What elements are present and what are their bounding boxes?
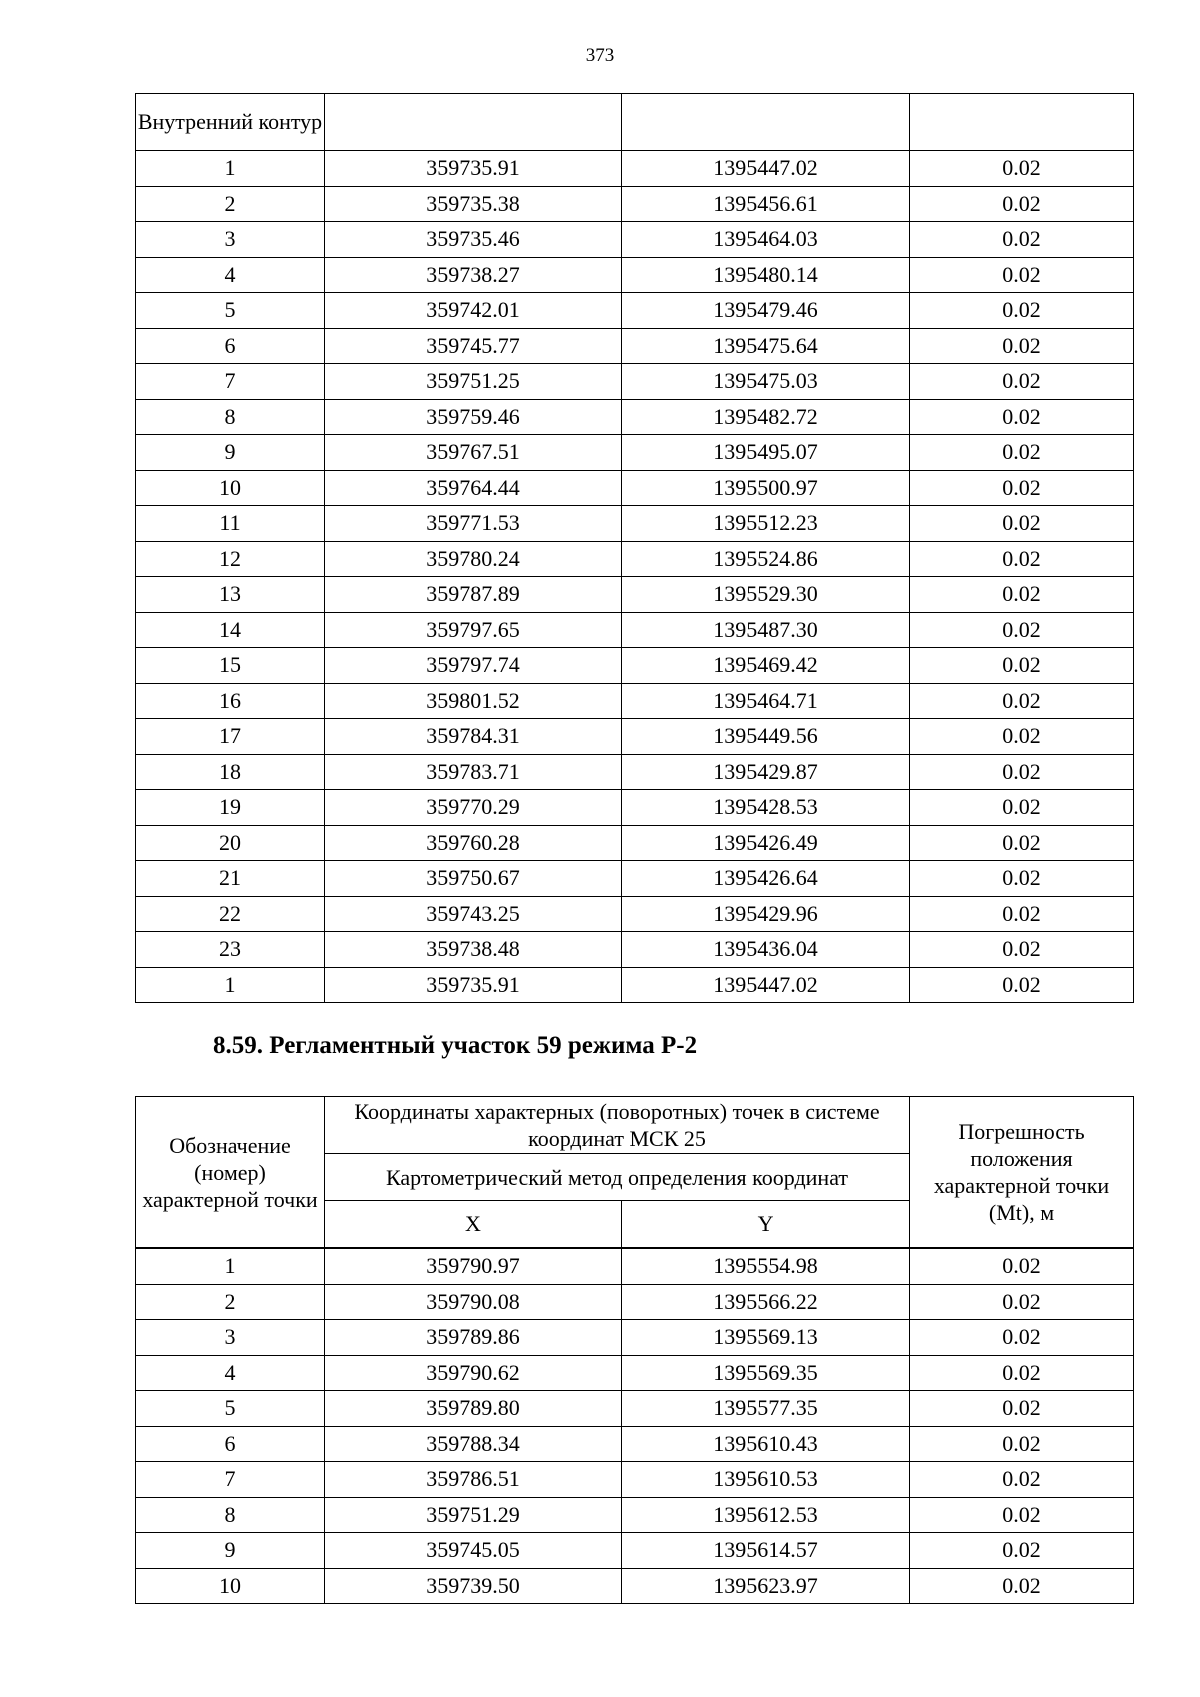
- error-value-cell: 0.02: [910, 719, 1134, 755]
- point-number-cell: 11: [136, 506, 325, 542]
- table-row: [136, 1568, 1134, 1604]
- point-number-cell: 5: [136, 1391, 325, 1427]
- error-value-cell: 0.02: [910, 1355, 1134, 1391]
- x-coordinate-cell: 359739.50: [325, 1568, 622, 1604]
- error-value-cell: 0.02: [910, 222, 1134, 258]
- point-number-cell: 7: [136, 364, 325, 400]
- point-number-cell: 16: [136, 683, 325, 719]
- x-coordinate-cell: 359767.51: [325, 435, 622, 471]
- coords-title-header: Координаты характерных (поворотных) точек в системе координат МСК 25: [325, 1097, 910, 1154]
- y-coordinate-cell: 1395456.61: [622, 186, 910, 222]
- error-value-cell: 0.02: [910, 470, 1134, 506]
- x-coordinate-cell: 359751.25: [325, 364, 622, 400]
- table-row: [136, 1426, 1134, 1462]
- table-row: [136, 399, 1134, 435]
- y-coordinate-cell: 1395495.07: [622, 435, 910, 471]
- method-header: Картометрический метод определения координат: [325, 1154, 910, 1201]
- error-value-cell: 0.02: [910, 541, 1134, 577]
- table-row: [136, 1320, 1134, 1356]
- x-coordinate-cell: 359789.86: [325, 1320, 622, 1356]
- point-number-cell: 14: [136, 612, 325, 648]
- table-row: [136, 364, 1134, 400]
- x-coordinate-cell: 359780.24: [325, 541, 622, 577]
- point-number-cell: 23: [136, 932, 325, 968]
- y-coordinate-cell: 1395428.53: [622, 790, 910, 826]
- section-title: 8.59. Регламентный участок 59 режима Р-2: [213, 1032, 698, 1059]
- x-coordinate-cell: 359759.46: [325, 399, 622, 435]
- y-coordinate-cell: 1395447.02: [622, 967, 910, 1003]
- y-coordinate-cell: 1395429.96: [622, 896, 910, 932]
- y-coordinate-cell: 1395569.35: [622, 1355, 910, 1391]
- x-column-header: X: [325, 1201, 622, 1249]
- table-row: [136, 932, 1134, 968]
- coordinates-table-inner-contour: [135, 93, 1134, 1003]
- error-value-cell: 0.02: [910, 967, 1134, 1003]
- point-number-cell: 21: [136, 861, 325, 897]
- x-coordinate-cell: 359735.46: [325, 222, 622, 258]
- error-value-cell: 0.02: [910, 1568, 1134, 1604]
- table-row: [136, 328, 1134, 364]
- error-value-cell: 0.02: [910, 896, 1134, 932]
- y-coordinate-cell: 1395623.97: [622, 1568, 910, 1604]
- error-value-cell: 0.02: [910, 1533, 1134, 1569]
- point-number-cell: 8: [136, 1497, 325, 1533]
- table-row: [136, 719, 1134, 755]
- y-coordinate-cell: 1395426.49: [622, 825, 910, 861]
- point-number-cell: 6: [136, 328, 325, 364]
- y-coordinate-cell: 1395610.53: [622, 1462, 910, 1498]
- table-row: [136, 754, 1134, 790]
- empty-cell: [622, 94, 910, 151]
- y-coordinate-cell: 1395569.13: [622, 1320, 910, 1356]
- point-number-cell: 17: [136, 719, 325, 755]
- inner-contour-label: Внутренний контур: [136, 94, 325, 151]
- empty-cell: [325, 94, 622, 151]
- table-row: [136, 94, 1134, 151]
- x-coordinate-cell: 359790.62: [325, 1355, 622, 1391]
- table-row: [136, 151, 1134, 187]
- error-value-cell: 0.02: [910, 861, 1134, 897]
- y-coordinate-cell: 1395614.57: [622, 1533, 910, 1569]
- error-value-cell: 0.02: [910, 186, 1134, 222]
- x-coordinate-cell: 359787.89: [325, 577, 622, 613]
- point-number-cell: 1: [136, 967, 325, 1003]
- table-row: [136, 648, 1134, 684]
- point-number-cell: 6: [136, 1426, 325, 1462]
- y-coordinate-cell: 1395436.04: [622, 932, 910, 968]
- x-coordinate-cell: 359743.25: [325, 896, 622, 932]
- y-coordinate-cell: 1395480.14: [622, 257, 910, 293]
- x-coordinate-cell: 359735.38: [325, 186, 622, 222]
- x-coordinate-cell: 359735.91: [325, 967, 622, 1003]
- x-coordinate-cell: 359784.31: [325, 719, 622, 755]
- point-number-cell: 4: [136, 257, 325, 293]
- table-row: [136, 861, 1134, 897]
- x-coordinate-cell: 359788.34: [325, 1426, 622, 1462]
- y-coordinate-cell: 1395475.64: [622, 328, 910, 364]
- y-coordinate-cell: 1395500.97: [622, 470, 910, 506]
- y-coordinate-cell: 1395426.64: [622, 861, 910, 897]
- table-row: [136, 1462, 1134, 1498]
- x-coordinate-cell: 359771.53: [325, 506, 622, 542]
- empty-cell: [910, 94, 1134, 151]
- point-label-header: Обозначение (номер) характерной точки: [136, 1097, 325, 1249]
- point-number-cell: 5: [136, 293, 325, 329]
- x-coordinate-cell: 359750.67: [325, 861, 622, 897]
- table-row: [136, 896, 1134, 932]
- point-number-cell: 15: [136, 648, 325, 684]
- x-coordinate-cell: 359790.08: [325, 1284, 622, 1320]
- x-coordinate-cell: 359764.44: [325, 470, 622, 506]
- x-coordinate-cell: 359770.29: [325, 790, 622, 826]
- point-number-cell: 22: [136, 896, 325, 932]
- x-coordinate-cell: 359797.65: [325, 612, 622, 648]
- error-value-cell: 0.02: [910, 754, 1134, 790]
- table-row: [136, 1497, 1134, 1533]
- table-row: [136, 577, 1134, 613]
- error-value-cell: 0.02: [910, 1284, 1134, 1320]
- y-coordinate-cell: 1395610.43: [622, 1426, 910, 1462]
- table-row: [136, 1248, 1134, 1284]
- point-number-cell: 8: [136, 399, 325, 435]
- table-row: [136, 825, 1134, 861]
- y-coordinate-cell: 1395482.72: [622, 399, 910, 435]
- coordinates-table-section-59: [135, 1096, 1134, 1604]
- table-row: [136, 1533, 1134, 1569]
- y-coordinate-cell: 1395469.42: [622, 648, 910, 684]
- x-coordinate-cell: 359735.91: [325, 151, 622, 187]
- y-coordinate-cell: 1395566.22: [622, 1284, 910, 1320]
- y-coordinate-cell: 1395529.30: [622, 577, 910, 613]
- error-value-cell: 0.02: [910, 612, 1134, 648]
- error-header: Погрешность положения характерной точки (Mt), м: [910, 1097, 1134, 1249]
- x-coordinate-cell: 359786.51: [325, 1462, 622, 1498]
- table-row: [136, 186, 1134, 222]
- point-number-cell: 18: [136, 754, 325, 790]
- point-number-cell: 2: [136, 1284, 325, 1320]
- error-value-cell: 0.02: [910, 1320, 1134, 1356]
- point-number-cell: 1: [136, 151, 325, 187]
- x-coordinate-cell: 359738.27: [325, 257, 622, 293]
- error-value-cell: 0.02: [910, 293, 1134, 329]
- error-value-cell: 0.02: [910, 1248, 1134, 1284]
- table-row: [136, 790, 1134, 826]
- x-coordinate-cell: 359751.29: [325, 1497, 622, 1533]
- x-coordinate-cell: 359789.80: [325, 1391, 622, 1427]
- point-number-cell: 3: [136, 222, 325, 258]
- y-coordinate-cell: 1395524.86: [622, 541, 910, 577]
- x-coordinate-cell: 359783.71: [325, 754, 622, 790]
- table-row: [136, 541, 1134, 577]
- x-coordinate-cell: 359760.28: [325, 825, 622, 861]
- x-coordinate-cell: 359801.52: [325, 683, 622, 719]
- error-value-cell: 0.02: [910, 683, 1134, 719]
- x-coordinate-cell: 359745.77: [325, 328, 622, 364]
- table-row: [136, 612, 1134, 648]
- point-number-cell: 10: [136, 470, 325, 506]
- point-number-cell: 3: [136, 1320, 325, 1356]
- point-number-cell: 9: [136, 1533, 325, 1569]
- table-row: [136, 1391, 1134, 1427]
- table-row: [136, 506, 1134, 542]
- y-coordinate-cell: 1395429.87: [622, 754, 910, 790]
- error-value-cell: 0.02: [910, 364, 1134, 400]
- table-row: [136, 967, 1134, 1003]
- y-coordinate-cell: 1395464.71: [622, 683, 910, 719]
- table-body: [136, 1097, 1134, 1604]
- x-coordinate-cell: 359742.01: [325, 293, 622, 329]
- error-value-cell: 0.02: [910, 1462, 1134, 1498]
- y-coordinate-cell: 1395447.02: [622, 151, 910, 187]
- error-value-cell: 0.02: [910, 257, 1134, 293]
- y-coordinate-cell: 1395479.46: [622, 293, 910, 329]
- y-coordinate-cell: 1395487.30: [622, 612, 910, 648]
- page-number: 373: [585, 45, 615, 66]
- error-value-cell: 0.02: [910, 1426, 1134, 1462]
- point-number-cell: 19: [136, 790, 325, 826]
- table-row: [136, 470, 1134, 506]
- y-coordinate-cell: 1395554.98: [622, 1248, 910, 1284]
- x-coordinate-cell: 359790.97: [325, 1248, 622, 1284]
- table-row: [136, 257, 1134, 293]
- error-value-cell: 0.02: [910, 328, 1134, 364]
- point-number-cell: 10: [136, 1568, 325, 1604]
- error-value-cell: 0.02: [910, 1391, 1134, 1427]
- point-number-cell: 9: [136, 435, 325, 471]
- error-value-cell: 0.02: [910, 932, 1134, 968]
- error-value-cell: 0.02: [910, 825, 1134, 861]
- y-coordinate-cell: 1395512.23: [622, 506, 910, 542]
- error-value-cell: 0.02: [910, 790, 1134, 826]
- table-body: [136, 94, 1134, 1003]
- table-row: [136, 435, 1134, 471]
- y-coordinate-cell: 1395612.53: [622, 1497, 910, 1533]
- table-row: [136, 222, 1134, 258]
- x-coordinate-cell: 359738.48: [325, 932, 622, 968]
- x-coordinate-cell: 359745.05: [325, 1533, 622, 1569]
- table-row: [136, 683, 1134, 719]
- error-value-cell: 0.02: [910, 435, 1134, 471]
- table-header-row: [136, 1097, 1134, 1154]
- error-value-cell: 0.02: [910, 399, 1134, 435]
- y-column-header: Y: [622, 1201, 910, 1249]
- y-coordinate-cell: 1395464.03: [622, 222, 910, 258]
- point-number-cell: 20: [136, 825, 325, 861]
- error-value-cell: 0.02: [910, 577, 1134, 613]
- x-coordinate-cell: 359797.74: [325, 648, 622, 684]
- error-value-cell: 0.02: [910, 151, 1134, 187]
- y-coordinate-cell: 1395577.35: [622, 1391, 910, 1427]
- point-number-cell: 1: [136, 1248, 325, 1284]
- error-value-cell: 0.02: [910, 506, 1134, 542]
- point-number-cell: 7: [136, 1462, 325, 1498]
- point-number-cell: 13: [136, 577, 325, 613]
- table-row: [136, 1284, 1134, 1320]
- point-number-cell: 2: [136, 186, 325, 222]
- error-value-cell: 0.02: [910, 1497, 1134, 1533]
- y-coordinate-cell: 1395449.56: [622, 719, 910, 755]
- table-row: [136, 293, 1134, 329]
- y-coordinate-cell: 1395475.03: [622, 364, 910, 400]
- point-number-cell: 12: [136, 541, 325, 577]
- point-number-cell: 4: [136, 1355, 325, 1391]
- table-row: [136, 1355, 1134, 1391]
- error-value-cell: 0.02: [910, 648, 1134, 684]
